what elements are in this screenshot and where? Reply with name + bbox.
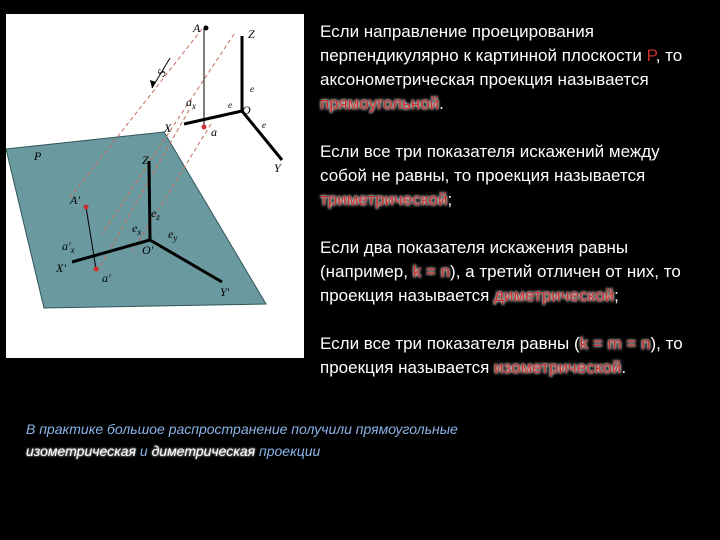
- paragraph-text: Если направление проецирования перпендикулярно к картинной плоскости: [320, 22, 647, 65]
- point-a-prime: [94, 267, 99, 272]
- term-k-eq-m-eq-n: k = m = n: [579, 334, 651, 353]
- paragraph-text: Если все три показателя равны (: [320, 334, 580, 353]
- label-e-z: $e_z$: [151, 206, 160, 222]
- label-a-prime: a': [102, 271, 111, 285]
- footer-term-dimetric: диметрическая: [151, 443, 256, 459]
- footer-line1: В практике большое распространение получили прямоугольные: [26, 421, 458, 437]
- paragraph-text: ;: [447, 190, 453, 209]
- paragraph-text: Если два показателя искажения равны (например,: [320, 238, 629, 281]
- point-a: [202, 125, 207, 130]
- label-a-x-prime: $a'_x$: [62, 239, 75, 255]
- label-A-prime: A': [70, 193, 80, 207]
- label-X-top: X: [164, 121, 172, 135]
- label-S: S: [153, 66, 170, 79]
- picture-plane: [6, 132, 266, 308]
- paragraph-text: .: [621, 358, 627, 377]
- label-Z-top: Z: [248, 27, 255, 41]
- footer-text: и: [135, 443, 152, 459]
- original-axes: [184, 36, 282, 160]
- paragraph-text: .: [439, 94, 444, 113]
- term-dimetric: диметрической: [494, 286, 615, 305]
- label-e-top1: e: [250, 84, 254, 94]
- term-rectangular: прямоугольной: [320, 94, 440, 113]
- label-a-top: a: [211, 125, 217, 139]
- label-P: P: [34, 149, 42, 163]
- paragraph-text: , то аксонометрическая проекция называется: [320, 46, 683, 89]
- paragraph-text: ;: [614, 286, 619, 305]
- label-e-x: $e_x$: [132, 221, 142, 237]
- label-a-x: $a_x$: [186, 95, 196, 111]
- label-e-top3: e: [262, 120, 266, 130]
- label-O-top: O: [242, 103, 251, 117]
- paragraph-isometric: [320, 332, 710, 380]
- footer-term-isometric: изометрическая: [26, 443, 136, 459]
- label-Z-bottom: Z: [142, 153, 149, 167]
- axonometry-diagram: [6, 14, 304, 358]
- paragraph-rectangular: [320, 20, 710, 116]
- term-isometric: изометрической: [494, 358, 622, 377]
- point-A-prime: [84, 205, 89, 210]
- paragraph-text: ), то проекция называется: [320, 334, 683, 377]
- label-O-prime: O': [142, 243, 154, 257]
- footer-line2: [26, 440, 706, 462]
- point-A: [204, 26, 209, 31]
- term-trimetric: триметрической: [320, 190, 448, 209]
- diagram-svg: [6, 14, 304, 358]
- term-k-eq-n: k = n: [412, 262, 451, 281]
- paragraph-dimetric: [320, 236, 710, 308]
- label-A: A: [193, 21, 201, 35]
- label-Y-top: Y: [274, 161, 281, 175]
- label-e-y: $e_y$: [168, 227, 178, 243]
- footer-text: проекции: [255, 443, 321, 459]
- label-X-prime: X': [56, 261, 66, 275]
- paragraph-text: Если все три показателя искажений между собой не равны, то проекция называется: [320, 142, 660, 185]
- paragraph-trimetric: [320, 140, 710, 212]
- paragraph-text: ), а третий отличен от них, то проекция называется: [320, 262, 681, 305]
- label-Y-prime: Y': [220, 285, 230, 299]
- footer-note: [26, 418, 706, 462]
- term-plane-p: P: [646, 46, 656, 65]
- label-e-top2: e: [228, 100, 232, 110]
